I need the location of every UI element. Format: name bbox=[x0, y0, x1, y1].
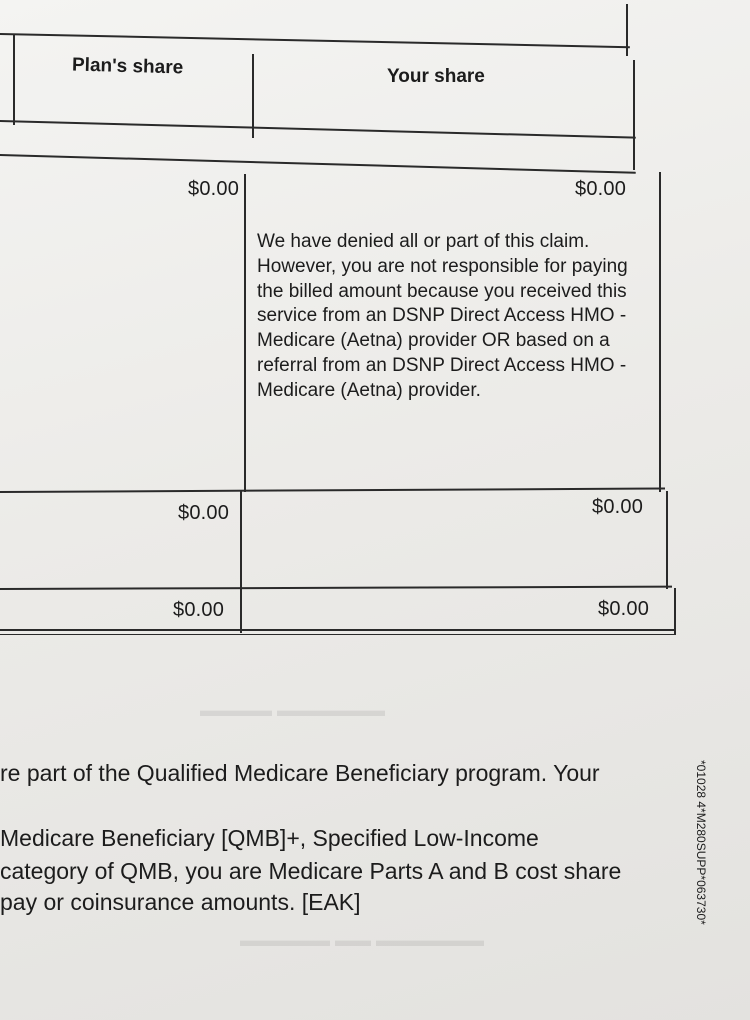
footer-line-3: category of QMB, you are Medicare Parts A and B cost share bbox=[0, 858, 622, 884]
footer-line-1: re part of the Qualified Medicare Beneficiary program. Your bbox=[0, 760, 600, 786]
section-border bbox=[0, 154, 636, 174]
left-border bbox=[13, 35, 15, 125]
footer-line-4: pay or coinsurance amounts. [EAK] bbox=[0, 889, 361, 915]
table-bottom-border-2 bbox=[0, 634, 676, 635]
row2-plans-share: $0.00 bbox=[178, 502, 230, 524]
table-top-border bbox=[0, 33, 630, 48]
row1-plans-share: $0.00 bbox=[188, 178, 240, 200]
row2-right-border bbox=[666, 491, 668, 589]
footer-line-2: Medicare Beneficiary [QMB]+, Specified Low-Income bbox=[0, 825, 539, 851]
row2-your-share: $0.00 bbox=[592, 496, 644, 518]
right-border-top bbox=[626, 4, 628, 56]
bleed-through-2: ▬▬▬▬▬ ▬▬ ▬▬▬▬▬▬ bbox=[240, 930, 485, 950]
row1-bottom-border bbox=[0, 488, 665, 493]
rows-divider bbox=[240, 491, 242, 633]
header-divider bbox=[252, 54, 254, 138]
row1-divider bbox=[244, 174, 246, 492]
row3-right-border bbox=[674, 588, 676, 634]
header-bottom-border bbox=[0, 120, 636, 139]
row3-plans-share: $0.00 bbox=[173, 599, 225, 621]
row3-your-share: $0.00 bbox=[598, 598, 650, 620]
right-border-header bbox=[633, 60, 635, 170]
denial-explanation: We have denied all or part of this claim. However, you are not responsible for paying the billed amount because you received this service from an DSNP Direct Access HMO - Medicare (Aetna) provider OR based on a referral from an DSNP Direct Access HMO - Medicare (Aetna) provider. bbox=[257, 231, 628, 401]
bleed-through: ▬▬▬▬ ▬▬▬▬▬▬ bbox=[200, 700, 386, 720]
row2-bottom-border bbox=[0, 586, 672, 590]
document-code: *01028 4*M280SUPP*063730* bbox=[694, 760, 708, 925]
row1-your-share: $0.00 bbox=[575, 178, 627, 200]
row1-right-border bbox=[659, 172, 661, 492]
plans-share-header: Plan's share bbox=[71, 54, 184, 79]
table-bottom-border bbox=[0, 629, 676, 631]
your-share-header: Your share bbox=[387, 66, 485, 87]
